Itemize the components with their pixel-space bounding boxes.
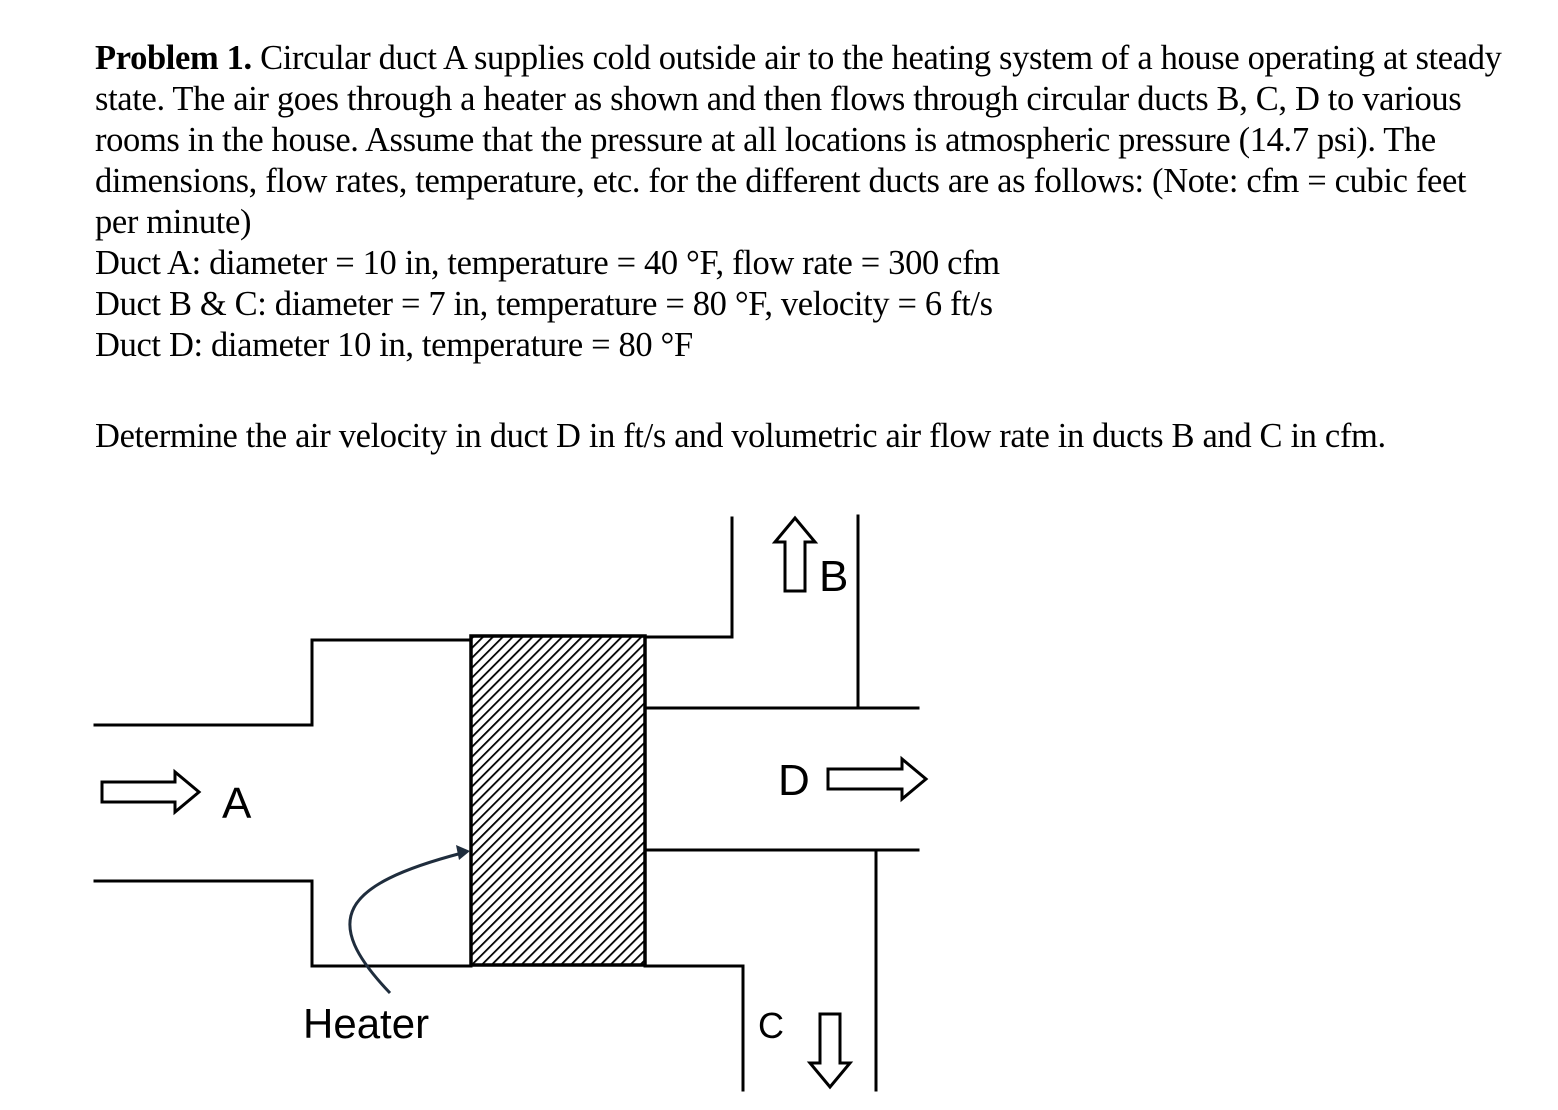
outlet-top-wall	[645, 518, 732, 637]
label-c: C	[758, 1005, 784, 1046]
flow-arrow-d-icon	[828, 759, 926, 799]
problem-question: Determine the air velocity in duct D in ft/s and volumetric air flow rate in ducts B and C in cfm.	[95, 417, 1386, 455]
heater-pointer	[350, 853, 462, 993]
heater-pointer-head	[456, 845, 470, 860]
duct-a-spec: Duct A: diameter = 10 in, temperature = 40 °F, flow rate = 300 cfm	[95, 244, 1000, 282]
label-d: D	[778, 756, 810, 805]
duct-d-spec: Duct D: diameter 10 in, temperature = 80 °F	[95, 326, 693, 364]
duct-b-right-wall	[858, 516, 918, 708]
duct-a-top-wall	[95, 640, 471, 725]
problem-intro-text: Circular duct A supplies cold outside air to the heating system of a house operating at steady state. The air goes through a heater as shown and then flows through circular ducts B, C, D to various rooms in the house. Assume that the pressure at all locations is atmospheric pressure (14.7 psi). The dimensions, flow rates, temperature, etc. for the different ducts are as follows: (Note: cfm = cubic feet per minute)	[95, 39, 1502, 241]
label-a: A	[222, 779, 252, 828]
duct-c-left-wall	[645, 966, 743, 1090]
duct-a-bottom-wall	[95, 881, 471, 966]
problem-title: Problem 1.	[95, 39, 252, 77]
duct-bc-spec: Duct B & C: diameter = 7 in, temperature = 80 °F, velocity = 6 ft/s	[95, 285, 993, 323]
flow-arrow-b-icon	[775, 518, 815, 591]
heater-element	[471, 636, 645, 965]
label-b: B	[819, 552, 849, 601]
label-heater: Heater	[303, 1000, 430, 1047]
flow-arrow-c-icon	[810, 1014, 850, 1087]
flow-arrow-a-icon	[102, 772, 199, 812]
